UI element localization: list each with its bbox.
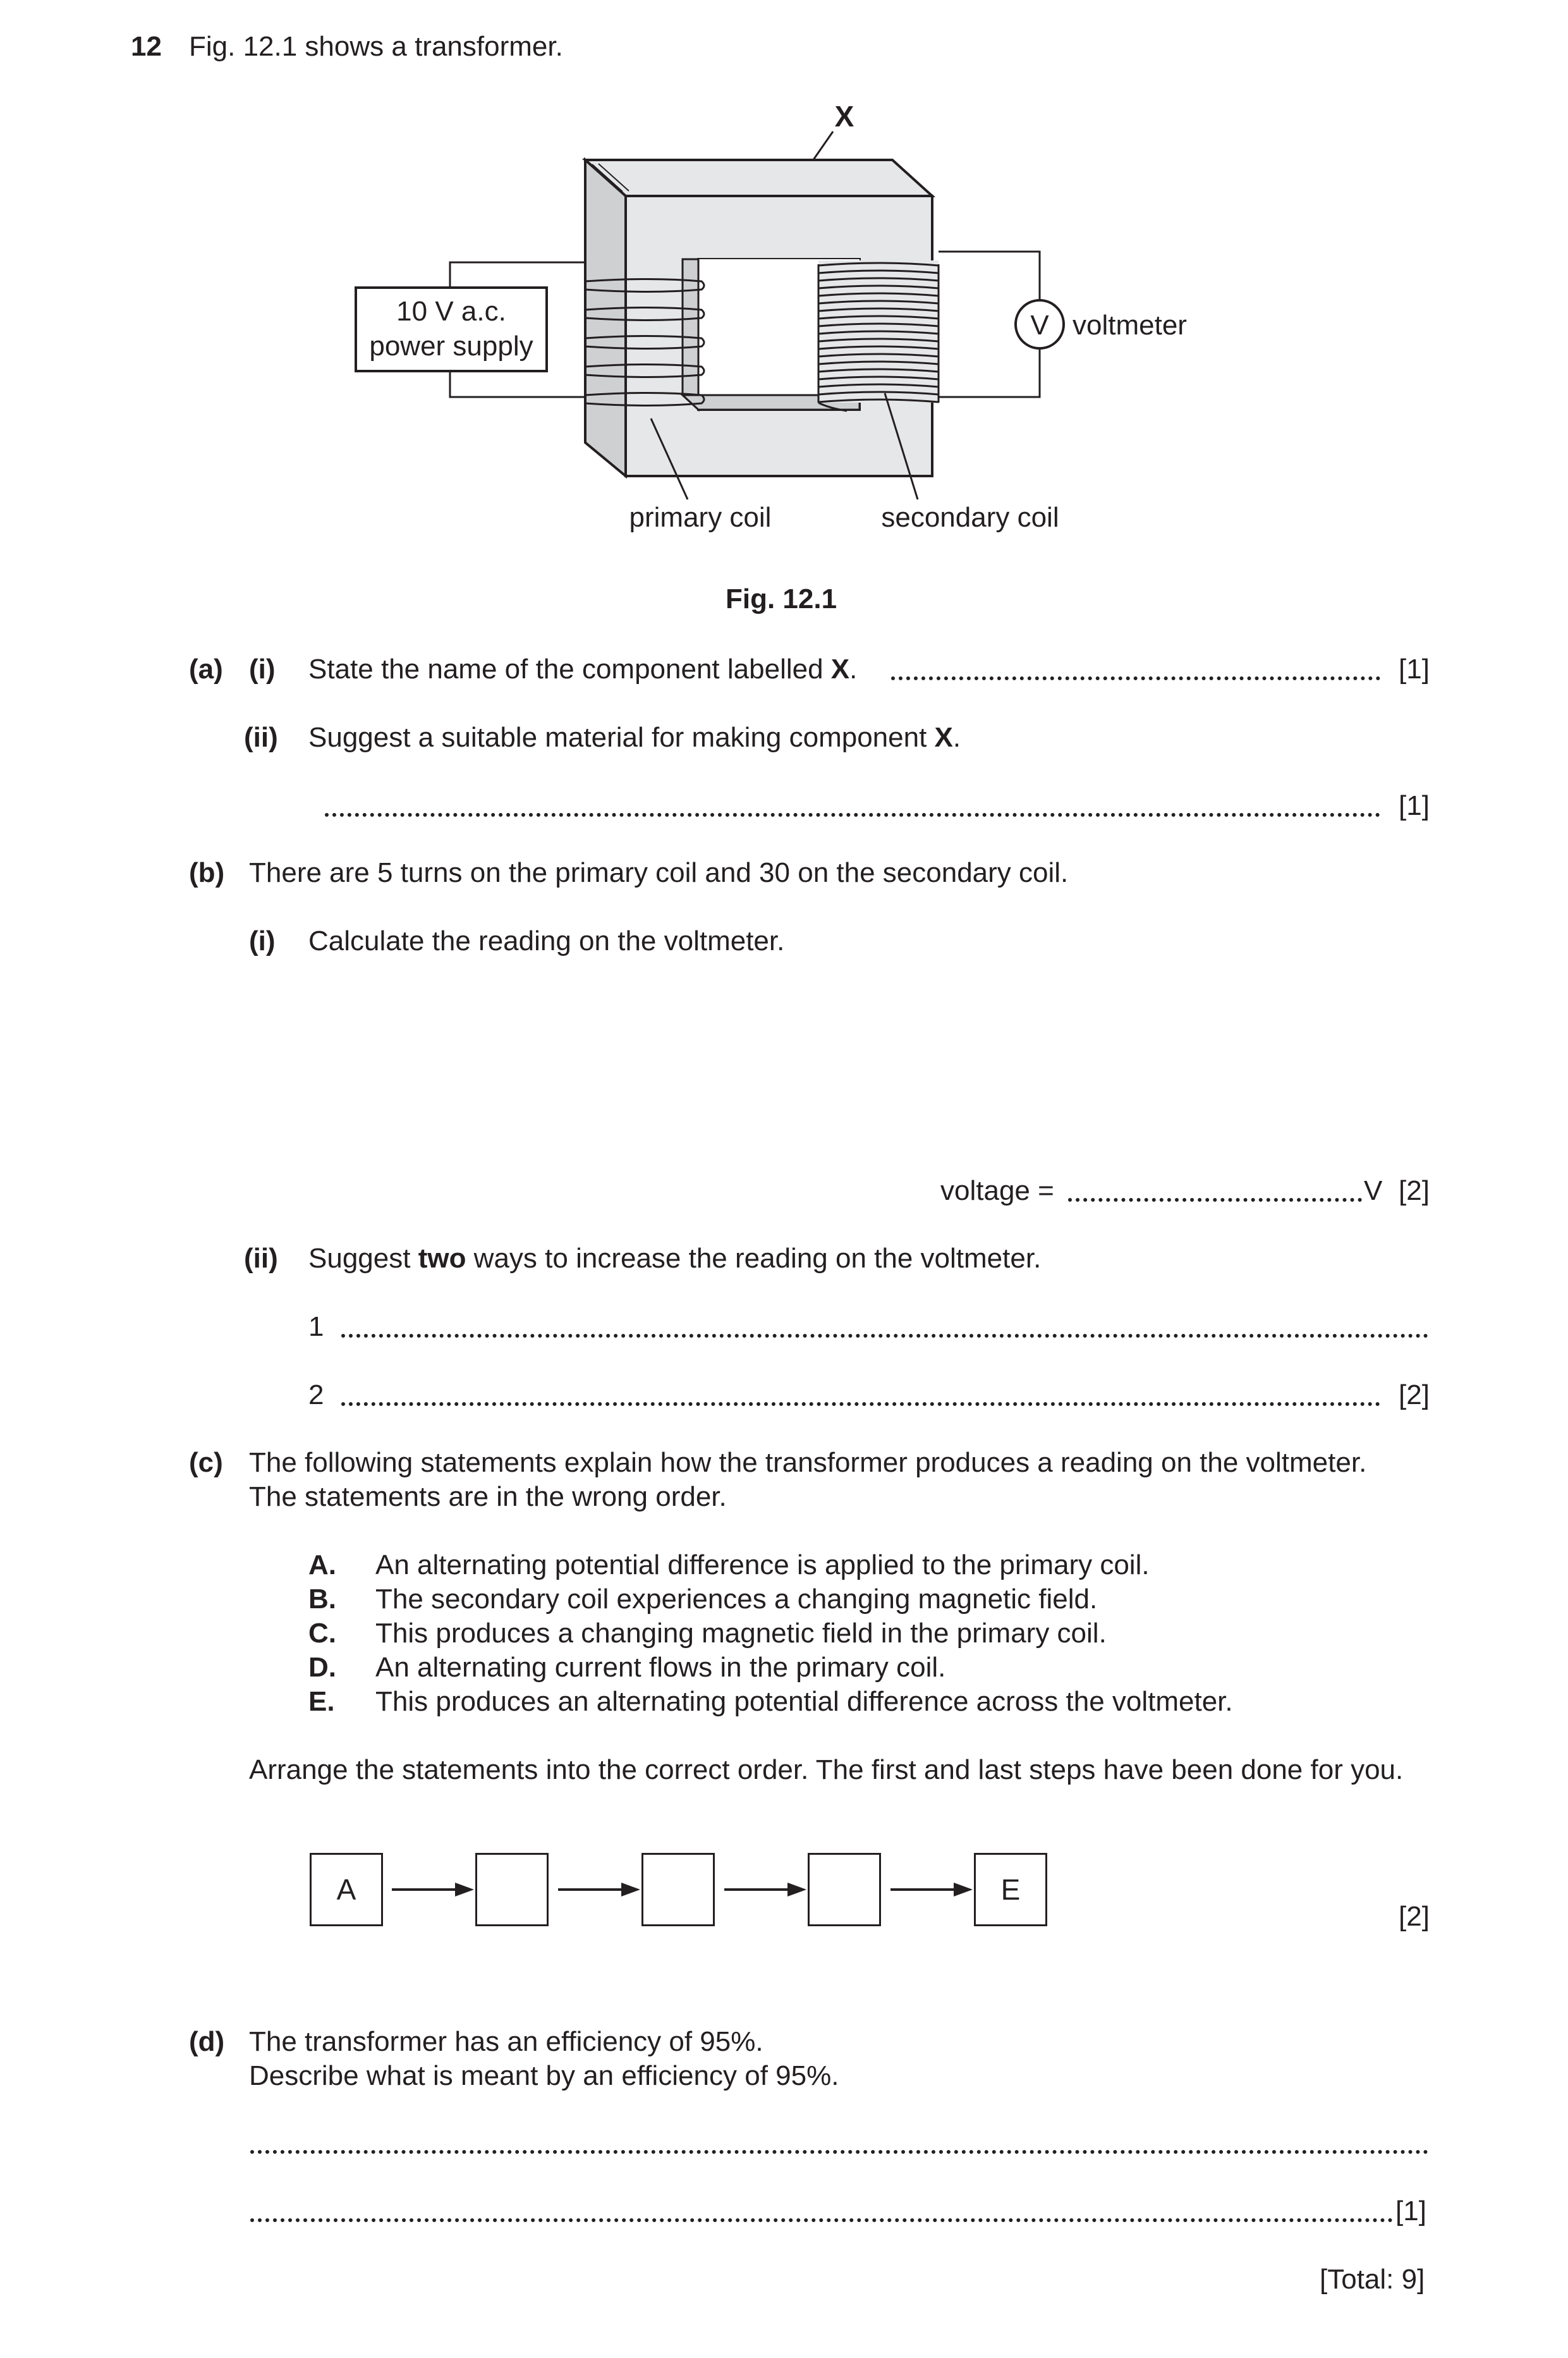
primary-coil-label: primary coil [629,502,772,533]
part-d-answer-line-1[interactable] [250,2150,1428,2154]
label-x: X [834,100,854,133]
supply-wire-top [450,262,585,288]
core-top-face [585,160,932,196]
part-b-ii-label: (ii) [244,1243,278,1274]
part-a-i-answer-line[interactable] [891,676,1380,680]
question-intro: Fig. 12.1 shows a transformer. [189,31,563,62]
statement-d-text: An alternating current flows in the primary coil. [375,1652,946,1683]
transformer-figure [341,89,1239,569]
part-b-i-question: Calculate the reading on the voltmeter. [308,925,785,956]
sequence-arrows [0,1871,1568,1909]
statement-e-text: This produces an alternating potential difference across the voltmeter. [375,1686,1233,1717]
figure-caption: Fig. 12.1 [726,583,837,614]
part-d-answer-line-2[interactable] [250,2218,1393,2222]
voltmeter-label: voltmeter [1073,310,1187,341]
statement-e-letter: E. [308,1686,335,1717]
statement-b-text: The secondary coil experiences a changing magnetic field. [375,1584,1098,1615]
part-a-ii-answer-line[interactable] [325,813,1380,817]
part-a-ii-question: Suggest a suitable material for making component X. [308,722,961,753]
part-a-i-label: (i) [249,654,276,685]
supply-label-line2: power supply [369,331,533,362]
part-a-i-marks: [1] [1399,654,1430,685]
part-c-stem-line2: The statements are in the wrong order. [249,1481,727,1512]
part-b-i-label: (i) [249,925,276,956]
voltage-unit: V [1364,1175,1383,1206]
part-a-ii-label: (ii) [244,722,278,753]
part-d-label: (d) [189,2026,225,2057]
meter-wire-top [939,252,1040,299]
supply-label-line1: 10 V a.c. [396,296,506,327]
part-b-ii-answer-line-2[interactable] [341,1402,1380,1406]
part-d-marks: [1] [1395,2196,1426,2227]
part-b-label: (b) [189,857,225,888]
part-b-ii-answer-line-1[interactable] [341,1334,1428,1338]
voltmeter-symbol: V [1030,310,1049,341]
sequence-box-5: E [974,1853,1047,1926]
part-b-ii-line2-number: 2 [308,1379,324,1410]
part-b-ii-question: Suggest two ways to increase the reading on the voltmeter. [308,1243,1042,1274]
voltage-answer-prefix: voltage = [940,1175,1054,1206]
part-c-marks: [2] [1399,1901,1430,1932]
meter-wire-bottom [939,350,1040,397]
secondary-coil [818,260,939,411]
statement-c-letter: C. [308,1618,336,1649]
part-a-label: (a) [189,654,223,685]
statement-c-text: This produces a changing magnetic field in the primary coil. [375,1618,1107,1649]
part-b-ii-line1-number: 1 [308,1311,324,1342]
part-d-line1: The transformer has an efficiency of 95%. [249,2026,763,2057]
part-c-instruction: Arrange the statements into the correct order. The first and last steps have been done for you. [249,1754,1404,1785]
part-b-ii-marks: [2] [1399,1379,1430,1410]
sequence-box-1: A [310,1853,383,1926]
total-marks: [Total: 9] [1320,2264,1425,2295]
voltage-answer-line[interactable] [1068,1198,1362,1202]
part-c-label: (c) [189,1447,223,1478]
question-number: 12 [131,31,162,62]
statement-a-letter: A. [308,1549,336,1580]
part-a-ii-marks: [1] [1399,790,1430,821]
statement-b-letter: B. [308,1584,336,1615]
part-c-stem-line1: The following statements explain how the transformer produces a reading on the voltmeter. [249,1447,1367,1478]
part-b-i-marks: [2] [1399,1175,1430,1206]
statement-a-text: An alternating potential difference is applied to the primary coil. [375,1549,1150,1580]
statement-d-letter: D. [308,1652,336,1683]
part-a-i-question: State the name of the component labelled X. [308,654,858,685]
secondary-coil-label: secondary coil [881,502,1059,533]
part-d-line2: Describe what is meant by an efficiency of 95%. [249,2060,839,2091]
supply-wire-bottom [450,371,585,397]
part-b-stem: There are 5 turns on the primary coil and 30 on the secondary coil. [249,857,1069,888]
